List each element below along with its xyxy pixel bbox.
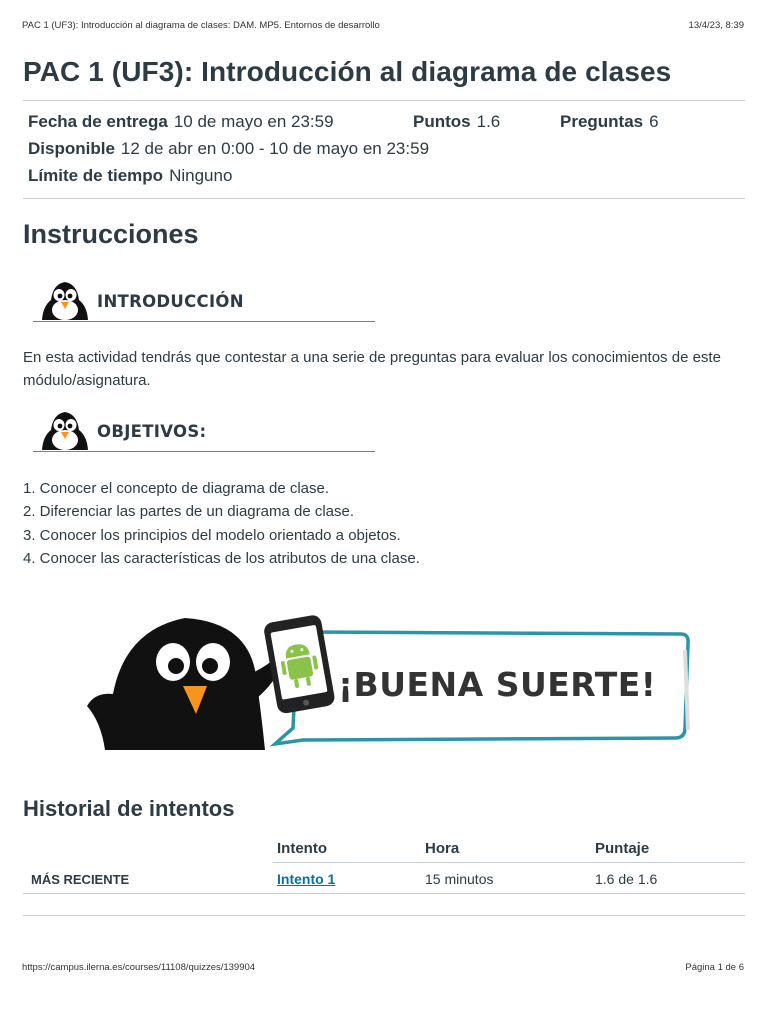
penguin-icon	[39, 408, 91, 450]
objective-item: 3. Conocer los principios del modelo orientado a objetos.	[23, 526, 401, 544]
intro-banner-underline	[33, 321, 375, 322]
objectives-banner-underline	[33, 451, 375, 452]
column-header-attempt: Intento	[277, 840, 327, 857]
questions-label: Preguntas	[560, 112, 644, 131]
android-phone-icon	[263, 614, 336, 715]
column-header-score: Puntaje	[595, 840, 650, 857]
print-header-title: PAC 1 (UF3): Introducción al diagrama de clases: DAM. MP5. Entornos de desarrollo	[22, 20, 380, 31]
points	[413, 112, 500, 132]
points-value: 1.6	[476, 112, 501, 131]
questions	[560, 112, 659, 132]
print-header	[22, 20, 744, 31]
meta-divider	[23, 198, 745, 199]
good-luck-text: ¡BUENA SUERTE!	[338, 665, 657, 704]
due-date-label: Fecha de entrega	[28, 112, 168, 131]
content-end-divider	[23, 915, 745, 916]
objectives-banner-label: OBJETIVOS:	[97, 422, 207, 441]
objectives-list	[23, 477, 420, 570]
availability-label: Disponible	[28, 139, 115, 158]
objective-item: 4. Conocer las características de los atributos de una clase.	[23, 549, 420, 567]
intro-banner-label: INTRODUCCIÓN	[97, 292, 244, 311]
due-date	[28, 112, 334, 131]
penguin-icon	[39, 278, 91, 320]
intro-text: En esta actividad tendrás que contestar a una serie de preguntas para evaluar los conocimientos de este módulo/asignatura.	[23, 349, 721, 389]
history-table	[23, 832, 745, 894]
objective-item: 2. Diferenciar las partes de un diagrama de clase.	[23, 503, 355, 521]
attempt-score: 1.6 de 1.6	[595, 871, 658, 887]
attempt-link[interactable]: Intento 1	[277, 871, 336, 887]
print-footer-url: https://campus.ilerna.es/courses/11108/quizzes/139904	[22, 962, 256, 973]
intro-banner	[33, 278, 375, 322]
time-limit-value: Ninguno	[169, 166, 233, 185]
availability	[28, 139, 429, 159]
due-date-value: 10 de mayo en 23:59	[173, 112, 334, 131]
history-heading: Historial de intentos	[23, 796, 235, 821]
time-limit	[28, 166, 232, 186]
points-label: Puntos	[413, 112, 471, 131]
row-divider	[23, 893, 745, 894]
time-limit-label: Límite de tiempo	[28, 166, 164, 185]
history-table-header	[23, 832, 745, 863]
large-penguin-icon	[87, 618, 281, 750]
print-header-date: 13/4/23, 8:39	[688, 20, 744, 31]
print-footer-page: Página 1 de 6	[685, 962, 744, 973]
objective-item: 1. Conocer el concepto de diagrama de clase.	[23, 480, 330, 497]
meta-row-1	[28, 112, 334, 132]
print-footer	[22, 962, 744, 973]
page-title: PAC 1 (UF3): Introducción al diagrama de clases	[23, 56, 672, 87]
instructions-heading: Instrucciones	[23, 219, 199, 249]
objectives-banner	[33, 408, 375, 452]
attempt-time: 15 minutos	[425, 871, 494, 887]
latest-label: MÁS RECIENTE	[31, 872, 130, 887]
table-row	[23, 863, 745, 894]
availability-value: 12 de abr en 0:00 - 10 de mayo en 23:59	[120, 139, 430, 158]
questions-value: 6	[649, 112, 659, 131]
title-divider	[23, 100, 745, 101]
column-header-time: Hora	[425, 840, 460, 857]
